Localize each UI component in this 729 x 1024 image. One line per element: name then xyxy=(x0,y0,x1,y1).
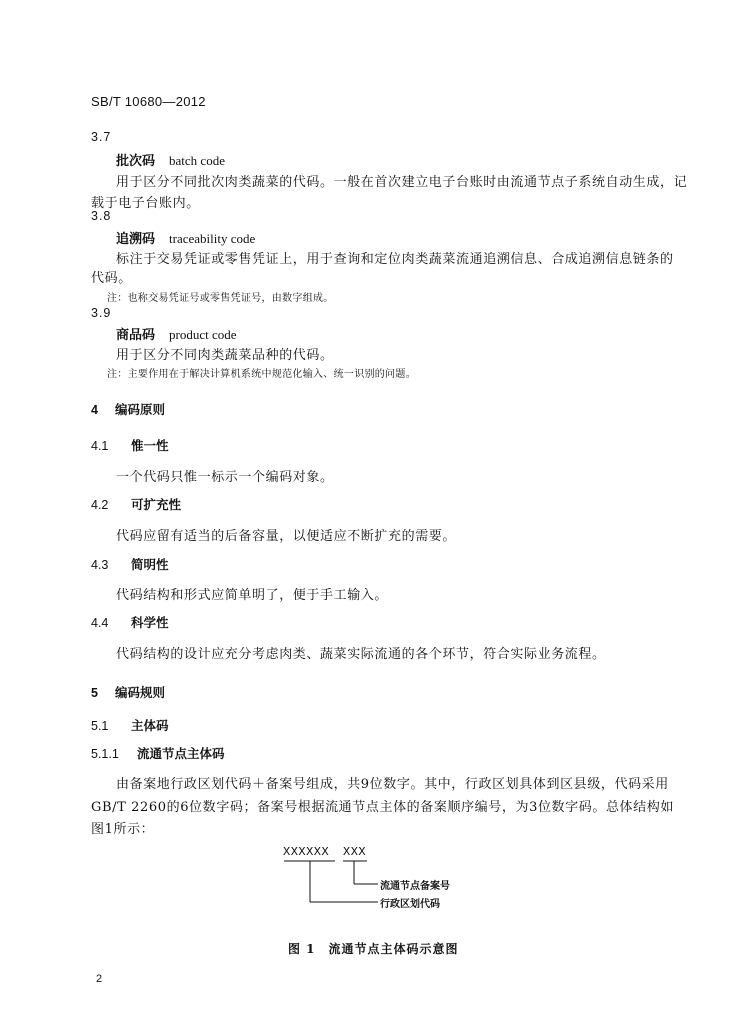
subsection-number: 5.1 xyxy=(91,719,109,733)
term-en: batch code xyxy=(169,153,225,168)
paragraph-line: 图1所示： xyxy=(91,822,155,837)
definition-line: 载于电子台账内。 xyxy=(91,196,200,211)
diagram-label-region: 行政区划代码 xyxy=(380,899,440,910)
diagram-label-filing: 流通节点备案号 xyxy=(380,881,450,892)
subsection-heading xyxy=(91,716,169,734)
subsection-number: 4.2 xyxy=(91,498,109,512)
subsection-heading xyxy=(91,495,181,513)
subsection-title: 惟一性 xyxy=(131,438,169,453)
section-heading xyxy=(91,683,165,701)
subsection-text: 代码结构的设计应充分考虑肉类、蔬菜实际流通的各个环节，符合实际业务流程。 xyxy=(116,647,606,662)
term-cn: 追溯码 xyxy=(116,232,156,247)
subsection-text: 代码应留有适当的后备容量，以便适应不断扩充的需要。 xyxy=(116,529,457,544)
term-note: 注：也称交易凭证号或零售凭证号，由数字组成。 xyxy=(107,293,334,304)
term-number: 3.7 xyxy=(91,130,112,144)
code-part-region: XXXXXX xyxy=(283,845,330,859)
term-en: product code xyxy=(169,327,237,342)
subsection-number: 4.4 xyxy=(91,616,109,630)
term-note: 注：主要作用在于解决计算机系统中规范化输入、统一识别的问题。 xyxy=(107,369,416,380)
subsubsection-number: 5.1.1 xyxy=(91,747,119,761)
definition-line: 用于区分不同肉类蔬菜品种的代码。 xyxy=(116,348,334,363)
term-number: 3.9 xyxy=(91,306,112,320)
term-heading xyxy=(116,228,255,247)
subsection-title: 可扩充性 xyxy=(131,497,182,512)
subsection-text: 代码结构和形式应简单明了，便于手工输入。 xyxy=(116,588,389,603)
term-number: 3.8 xyxy=(91,209,112,223)
section-number: 4 xyxy=(91,403,98,417)
subsection-title: 主体码 xyxy=(131,718,169,733)
paragraph-line: 由备案地行政区划代码＋备案号组成，共9位数字。其中，行政区划具体到区县级，代码采用 xyxy=(116,777,669,792)
subsection-title: 简明性 xyxy=(131,557,169,572)
subsection-title: 科学性 xyxy=(131,615,169,630)
term-heading xyxy=(116,324,237,343)
section-title: 编码规则 xyxy=(115,685,166,700)
standard-code-header: SB/T 10680—2012 xyxy=(91,94,206,109)
paragraph-line: GB/T 2260的6位数字码；备案号根据流通节点主体的备案顺序编号，为3位数字码。总体结构如 xyxy=(91,800,674,815)
subsection-number: 4.3 xyxy=(91,558,109,572)
definition-line: 标注于交易凭证或零售凭证上，用于查询和定位肉类蔬菜流通追溯信息、合成追溯信息链条的 xyxy=(116,252,674,267)
term-cn: 批次码 xyxy=(116,154,156,169)
section-heading xyxy=(91,400,165,418)
subsubsection-heading xyxy=(91,744,225,762)
code-part-filing: XXX xyxy=(343,845,367,859)
subsection-heading xyxy=(91,555,169,573)
subsection-number: 4.1 xyxy=(91,439,109,453)
section-title: 编码原则 xyxy=(115,402,166,417)
page-number: 2 xyxy=(96,973,103,985)
subsection-heading xyxy=(91,436,169,454)
subsection-heading xyxy=(91,613,169,631)
subsection-text: 一个代码只惟一标示一个编码对象。 xyxy=(116,470,334,485)
subsubsection-title: 流通节点主体码 xyxy=(137,746,225,761)
code-structure-diagram xyxy=(280,845,480,915)
definition-line: 用于区分不同批次肉类蔬菜的代码。一般在首次建立电子台账时由流通节点子系统自动生成，记 xyxy=(116,175,688,190)
section-number: 5 xyxy=(91,686,98,700)
term-en: traceability code xyxy=(169,231,256,246)
term-heading xyxy=(116,150,225,169)
definition-line: 代码。 xyxy=(91,271,132,286)
figure-caption: 图 1 流通节点主体码示意图 xyxy=(288,942,459,956)
term-cn: 商品码 xyxy=(116,328,156,343)
